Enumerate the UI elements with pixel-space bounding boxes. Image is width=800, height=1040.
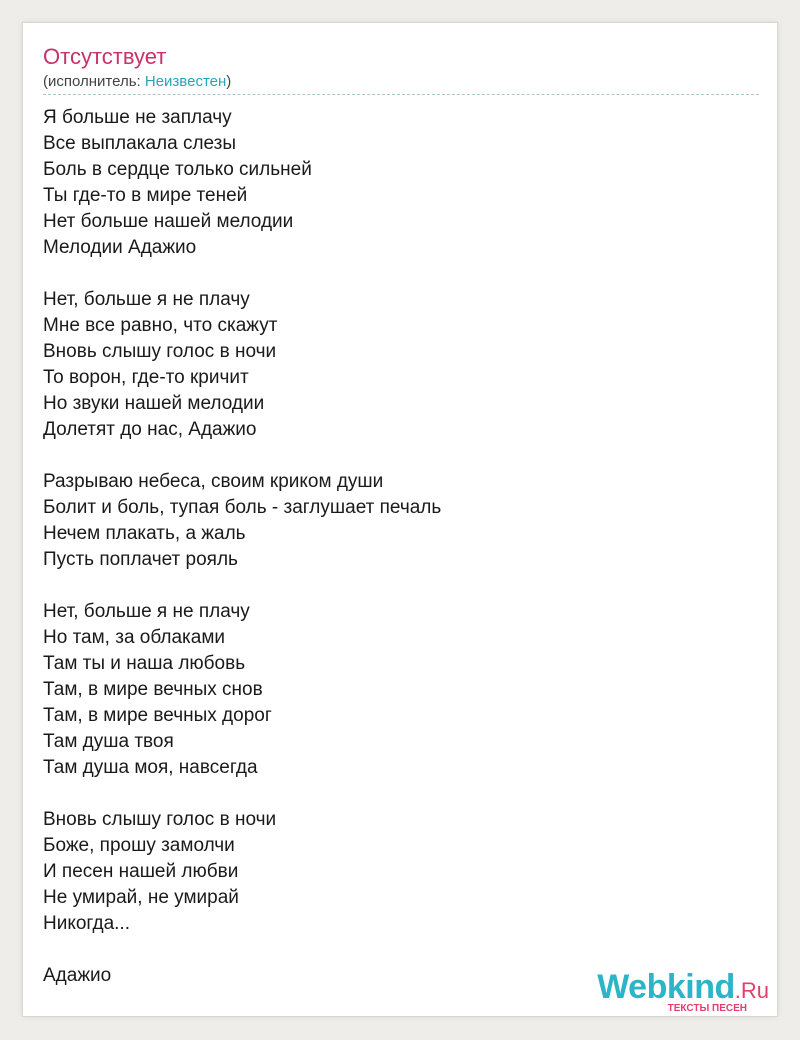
artist-suffix: ) [226, 73, 232, 90]
lyric-line: Ты где-то в мире теней [43, 185, 248, 206]
lyric-line: Но там, за облаками [43, 627, 226, 648]
artist-link[interactable]: Неизвестен [144, 73, 227, 90]
site-logo[interactable] [569, 967, 769, 1013]
lyric-line: Нет, больше я не плачу [43, 601, 250, 622]
lyric-line: Но звуки нашей мелодии [43, 393, 265, 414]
lyrics-stanza [43, 287, 743, 443]
lyric-line: Боль в сердце только сильней [43, 159, 312, 180]
logo-tld: .Ru [734, 978, 769, 1003]
lyric-line: Не умирай, не умирай [43, 887, 239, 908]
lyric-line: Там душа моя, навсегда [43, 757, 258, 778]
lyrics-stanza [43, 105, 743, 261]
lyric-line: Никогда... [43, 913, 130, 934]
artist-line [43, 72, 231, 92]
lyric-line: То ворон, где-то кричит [43, 367, 249, 388]
lyric-line: Болит и боль, тупая боль - заглушает печаль [43, 497, 442, 518]
artist-prefix: (исполнитель: [43, 73, 145, 90]
lyric-line: Нет, больше я не плачу [43, 289, 250, 310]
lyric-line: Нет больше нашей мелодии [43, 211, 294, 232]
lyric-line: Мне все равно, что скажут [43, 315, 278, 336]
lyric-line: Все выплакала слезы [43, 133, 237, 154]
lyric-line: Нечем плакать, а жаль [43, 523, 246, 544]
lyric-line: И песен нашей любви [43, 861, 239, 882]
lyrics-card [22, 22, 778, 1017]
lyric-line: Там душа твоя [43, 731, 174, 752]
lyric-line: Адажио [43, 965, 112, 986]
lyrics-stanza [43, 599, 743, 781]
song-title: Отсутствует [43, 44, 167, 69]
lyric-line: Мелодии Адажио [43, 237, 197, 258]
lyric-line: Боже, прошу замолчи [43, 835, 235, 856]
lyric-line: Вновь слышу голос в ночи [43, 809, 277, 830]
logo-tagline: ТЕКСТЫ ПЕСЕН [667, 1003, 747, 1014]
lyrics-body [43, 105, 743, 1015]
lyrics-stanza [43, 807, 743, 937]
logo-name: Webkind [597, 968, 735, 1006]
lyric-line: Я больше не заплачу [43, 107, 232, 128]
lyric-line: Пусть поплачет рояль [43, 549, 238, 570]
lyrics-stanza [43, 469, 743, 573]
lyric-line: Там, в мире вечных дорог [43, 705, 272, 726]
lyric-line: Там, в мире вечных снов [43, 679, 263, 700]
lyric-line: Долетят до нас, Адажио [43, 419, 257, 440]
lyric-line: Там ты и наша любовь [43, 653, 246, 674]
lyric-line: Разрываю небеса, своим криком души [43, 471, 384, 492]
lyric-line: Вновь слышу голос в ночи [43, 341, 277, 362]
title-divider [43, 94, 759, 95]
